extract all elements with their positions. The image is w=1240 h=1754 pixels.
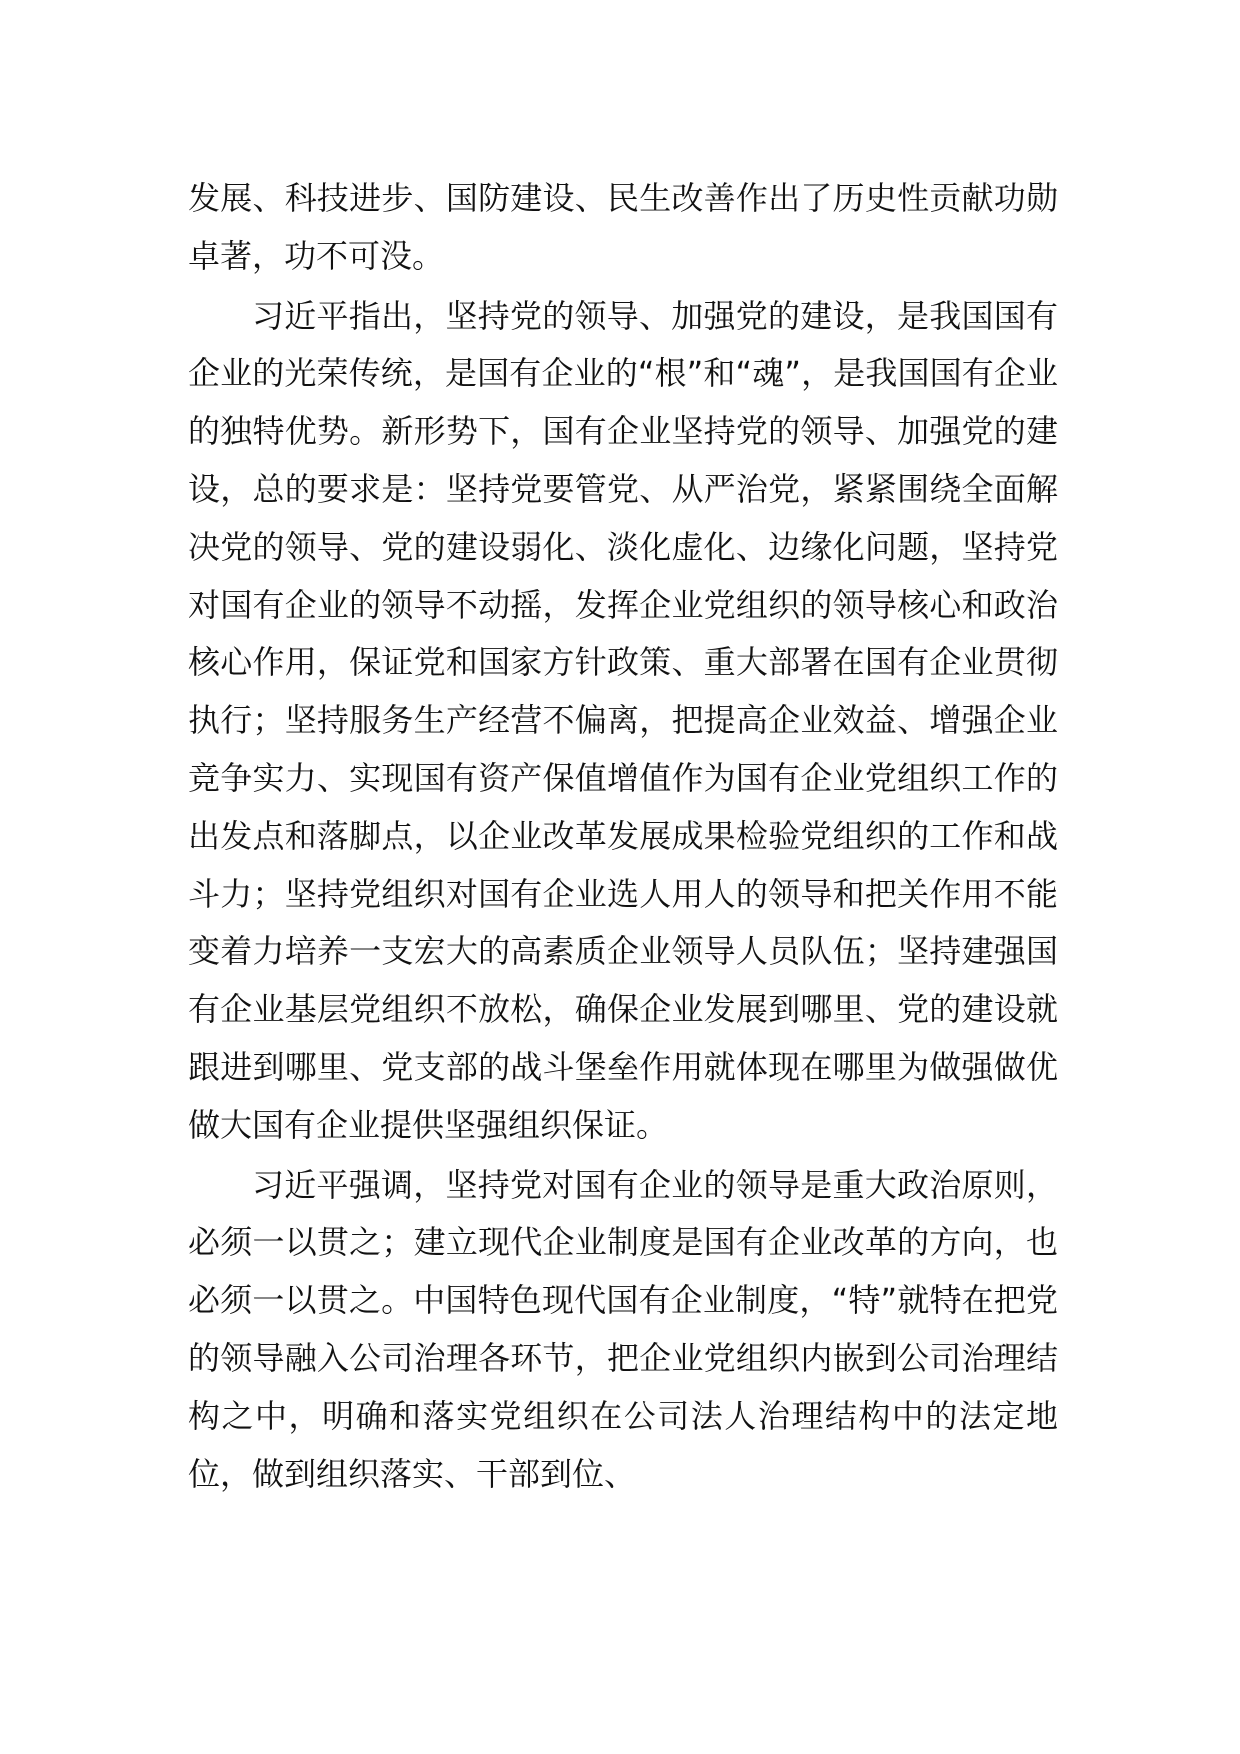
paragraph-continuation: 发展、科技进步、国防建设、民生改善作出了历史性贡献功勋卓著，功不可没。 <box>188 179 1058 275</box>
body-text <box>188 170 1058 1503</box>
paragraph-enterprise-system: 习近平强调，坚持党对国有企业的领导是重大政治原则，必须一以贯之；建立现代企业制度是国有企业改革的方向，也必须一以贯之。中国特色现代国有企业制度，“特”就特在把党的领导融入公司治理各环节，把企业党组织内嵌到公司治理结构之中，明确和落实党组织在公司法人治理结构中的法定地位，做到组织落实、干部到位、 <box>188 1165 1058 1493</box>
paragraph-party-leadership: 习近平指出，坚持党的领导、加强党的建设，是我国国有企业的光荣传统，是国有企业的“根”和“魂”，是我国国有企业的独特优势。新形势下，国有企业坚持党的领导、加强党的建设，总的要求是：坚持党要管党、从严治党，紧紧围绕全面解决党的领导、党的建设弱化、淡化虚化、边缘化问题，坚持党对国有企业的领导不动摇，发挥企业党组织的领导核心和政治核心作用，保证党和国家方针政策、重大部署在国有企业贯彻执行；坚持服务生产经营不偏离，把提高企业效益、增强企业竞争实力、实现国有资产保值增值作为国有企业党组织工作的出发点和落脚点，以企业改革发展成果检验党组织的工作和战斗力；坚持党组织对国有企业选人用人的领导和把关作用不能变着力培养一支宏大的高素质企业领导人员队伍；坚持建强国有企业基层党组织不放松，确保企业发展到哪里、党的建设就跟进到哪里、党支部的战斗堡垒作用就体现在哪里为做强做优做大国有企业提供坚强组织保证。 <box>188 296 1058 1144</box>
